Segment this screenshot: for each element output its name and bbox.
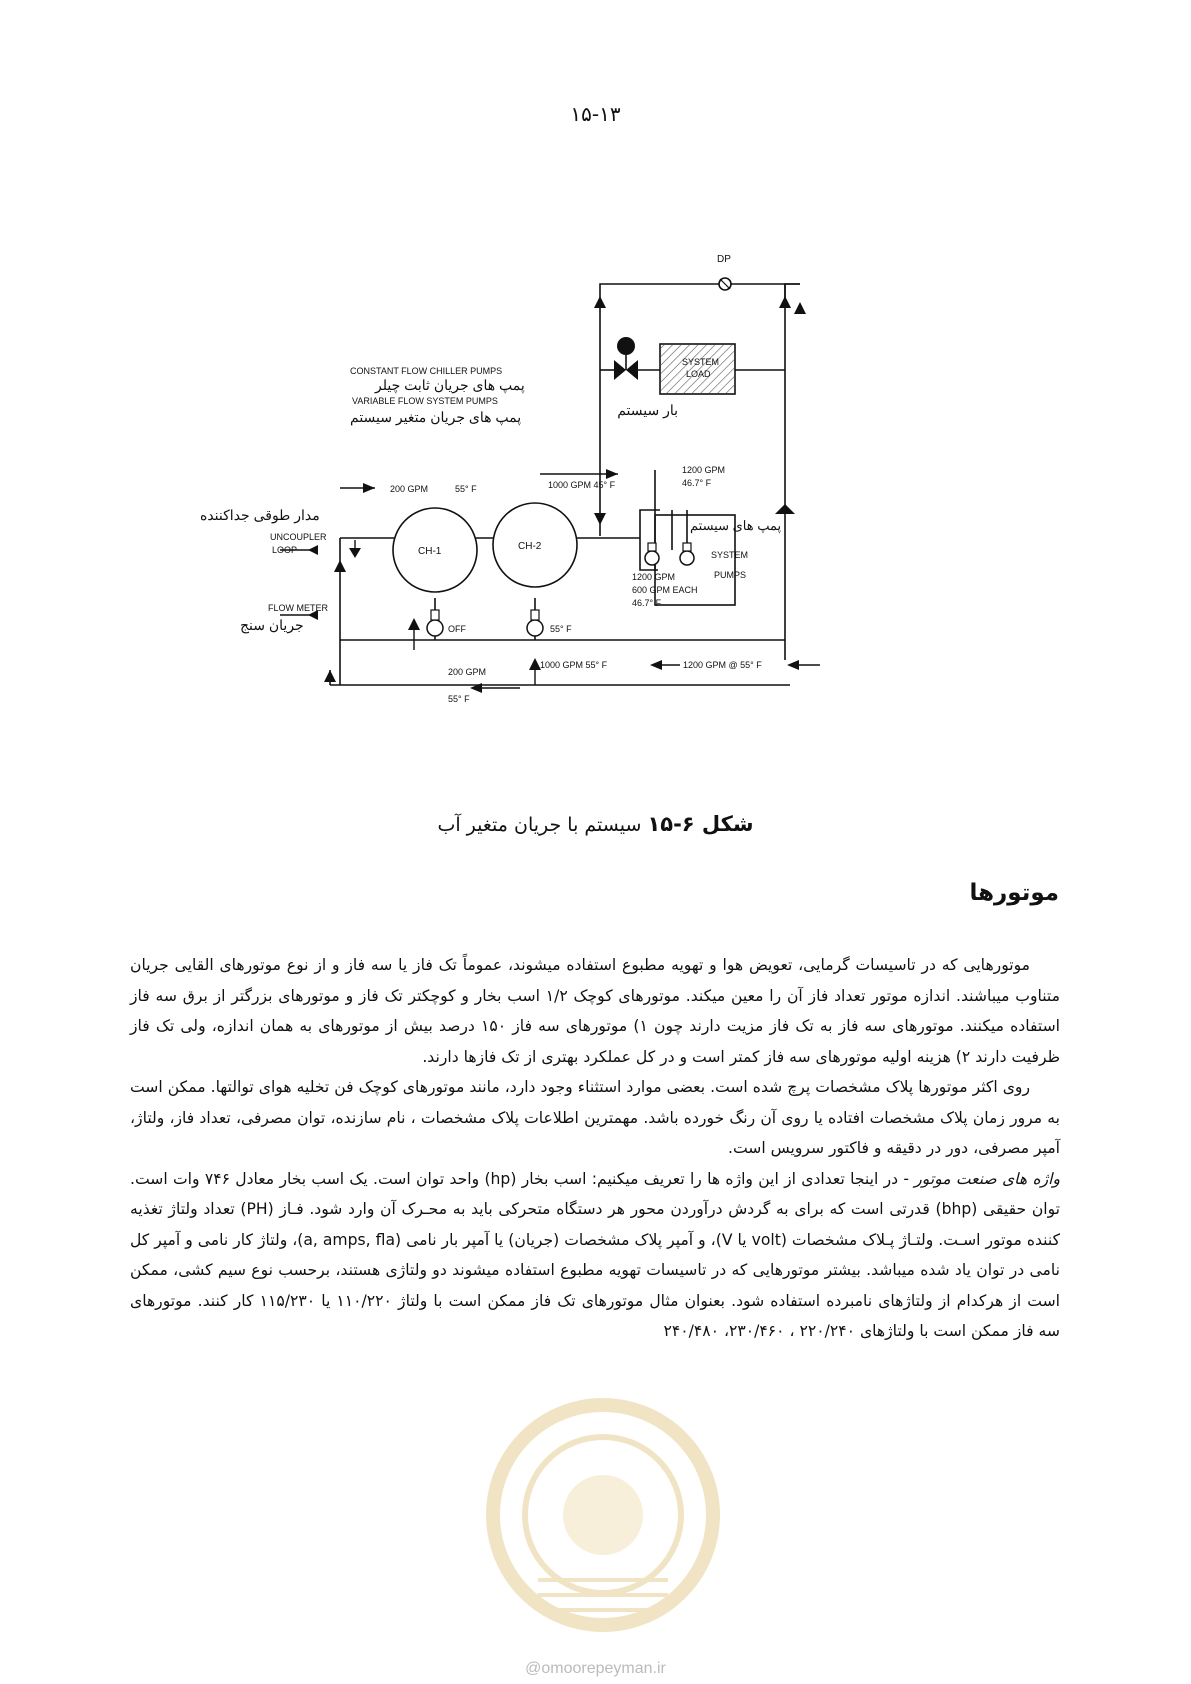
legend-constant-fa: پمپ های جریان ثابت چیلر bbox=[375, 377, 525, 393]
figure-label: شکل ۶-۱۵ bbox=[647, 812, 754, 836]
supply-info-2: 600 GPM EACH bbox=[632, 585, 698, 595]
chiller-1-label: CH-1 bbox=[418, 546, 442, 557]
watermark-logo-icon bbox=[478, 1390, 728, 1660]
uncoupler-en-2: LOOP bbox=[272, 545, 298, 555]
riser-temp: 46.7° F bbox=[682, 478, 712, 488]
pump-status-1: OFF bbox=[448, 624, 466, 634]
supply-info-1: 1200 GPM bbox=[632, 572, 676, 582]
paragraph-text: - در اینجا تعدادی از این واژه ها را تعریف میکنیم: اسب بخار (hp) واحد توان است. یک اسب بخار معادل ۷۴۶ وات است. توان حقیقی (bhp) قدرتی است که برای به گردش درآوردن محور هر دستگاه متحرکی باید به محـرک آن وارد شود. فـاز (PH) تعداد ولتاژ تغذیه کننده موتور اسـت. ولتـاژ پـلاک مشخصات (volt یا V)، و آمپر پلاک مشخصات (جریان) یا آمپر بار نامی (a, amps, fla)، ولتاژ کار نامی و آمپر کل نامی در توان یاد شده میباشد. بیشتر موتورهایی که در تاسیسات تهویه مطبوع استفاده میشوند دو ولتاژی هستند، برحسب نوع سیم کشی، ممکن است از هرکدام از ولتاژهای نامبرده استفاده شود. بعنوان مثال موتورهای تک فاز ممکن است با ولتاژ ۱۱۰/۲۲۰ یا ۱۱۵/۲۳۰ کار کنند. موتورهای سه فاز ممکن است با ولتاژهای ۲۲۰/۲۴۰ ، ۲۳۰/۴۶۰، ۲۴۰/۴۸۰ bbox=[130, 1169, 1061, 1340]
bottom-flow-3: 1200 GPM @ 55° F bbox=[683, 660, 762, 670]
chiller-pump-icon bbox=[527, 610, 543, 636]
page-number: ۱۵-۱۳ bbox=[570, 102, 621, 126]
supply-info-3: 46.7° F bbox=[632, 598, 662, 608]
system-pumps-en-1: SYSTEM bbox=[711, 550, 749, 560]
chiller-2-label: CH-2 bbox=[518, 541, 542, 552]
paragraph: روی اکثر موتورها پلاک مشخصات پرچ شده است. بعضی موارد استثناء وجود دارد، مانند موتورهای کوچک فن تخلیه هوای توالتها. ممکن است به مرور زمان پلاک مشخصات افتاده یا روی آن رنگ خورده باشد. مهمترین اطلاعات پلاک مشخصات ، نام سازنده، توان مصرفی، تعداد فاز، ولتاژ، آمپر مصرفی، دور در دقیقه و فاکتور سرویس است. bbox=[130, 1078, 1060, 1157]
system-pump-icon bbox=[645, 543, 659, 565]
system-load-fa: بار سیستم bbox=[617, 402, 678, 418]
arrow-down-icon bbox=[594, 513, 606, 525]
site-watermark: @omoorepeyman.ir bbox=[525, 1660, 666, 1677]
arrow-left-icon bbox=[787, 660, 799, 670]
bottom-temp-1: 55° F bbox=[448, 694, 470, 704]
arrow-up-icon bbox=[408, 618, 420, 630]
section-title: موتورها bbox=[969, 880, 1059, 906]
arrow-up-icon bbox=[334, 560, 346, 572]
paragraph bbox=[130, 1164, 1060, 1347]
paragraph-term: واژه های صنعت موتور bbox=[914, 1169, 1061, 1188]
paragraph: موتورهایی که در تاسیسات گرمایی، تعویض هوا و تهویه مطبوع استفاده میشوند، عموماً تک فاز یا سه فاز و از نوع موتورهای القایی جریان متناوب میباشند. اندازه موتور تعداد فاز آن را معین میکند. موتورهای کوچک ۱/۲ اسب بخار و کوچکتر تک فاز و موتورهای بزرگتر از برق سه فاز استفاده میکنند. موتورهای سه فاز به تک فاز مزیت دارند چون ۱) موتورهای سه فاز ۱۵۰ درصد بیش از موتورهای به همان اندازه، ولی تک فاز ظرفیت دارند ۲) هزینه اولیه موتورهای سه فاز کمتر است و در کل عملکرد بهتری از تک فازها دارند. bbox=[130, 956, 1060, 1066]
uncoupler-en-1: UNCOUPLER bbox=[270, 532, 327, 542]
system-pumps-fa: پمپ های سیستم bbox=[690, 518, 782, 533]
figure-caption-text: سیستم با جریان متغیر آب bbox=[437, 814, 642, 836]
body-text bbox=[130, 950, 1060, 1347]
top-flow-2: 1000 GPM 45° F bbox=[548, 480, 616, 490]
legend-variable-en: VARIABLE FLOW SYSTEM PUMPS bbox=[352, 396, 498, 406]
arrow-up-icon bbox=[324, 670, 336, 682]
system-pump-icon bbox=[680, 543, 694, 565]
top-temp-1: 55° F bbox=[455, 484, 477, 494]
legend-constant-en: CONSTANT FLOW CHILLER PUMPS bbox=[350, 366, 503, 376]
system-load-label-2: LOAD bbox=[686, 369, 711, 379]
arrow-up-icon bbox=[594, 296, 606, 308]
uncoupler-fa: مدار طوقی جداکننده bbox=[200, 507, 320, 523]
chiller-pump-icon bbox=[427, 610, 443, 636]
legend-variable-fa: پمپ های جریان متغیر سیستم bbox=[350, 409, 522, 425]
bottom-flow-2: 1000 GPM 55° F bbox=[540, 660, 608, 670]
variable-flow-system-diagram bbox=[200, 240, 880, 770]
arrow-up-icon bbox=[779, 296, 791, 308]
bottom-flow-1: 200 GPM bbox=[448, 667, 487, 677]
control-valve-icon bbox=[614, 337, 638, 380]
top-flow-1: 200 GPM bbox=[390, 484, 429, 494]
figure-caption bbox=[0, 812, 1191, 836]
system-load-label-1: SYSTEM bbox=[682, 357, 720, 367]
flow-meter-en: FLOW METER bbox=[268, 603, 328, 613]
flow-meter-fa: جریان سنج bbox=[240, 617, 304, 633]
dp-label: DP bbox=[717, 254, 731, 265]
pump-temp-2: 55° F bbox=[550, 624, 572, 634]
system-pumps-en-2: PUMPS bbox=[714, 570, 747, 580]
riser-flow: 1200 GPM bbox=[682, 465, 726, 475]
arrow-up-icon bbox=[775, 504, 795, 514]
arrow-up-icon bbox=[794, 302, 806, 314]
